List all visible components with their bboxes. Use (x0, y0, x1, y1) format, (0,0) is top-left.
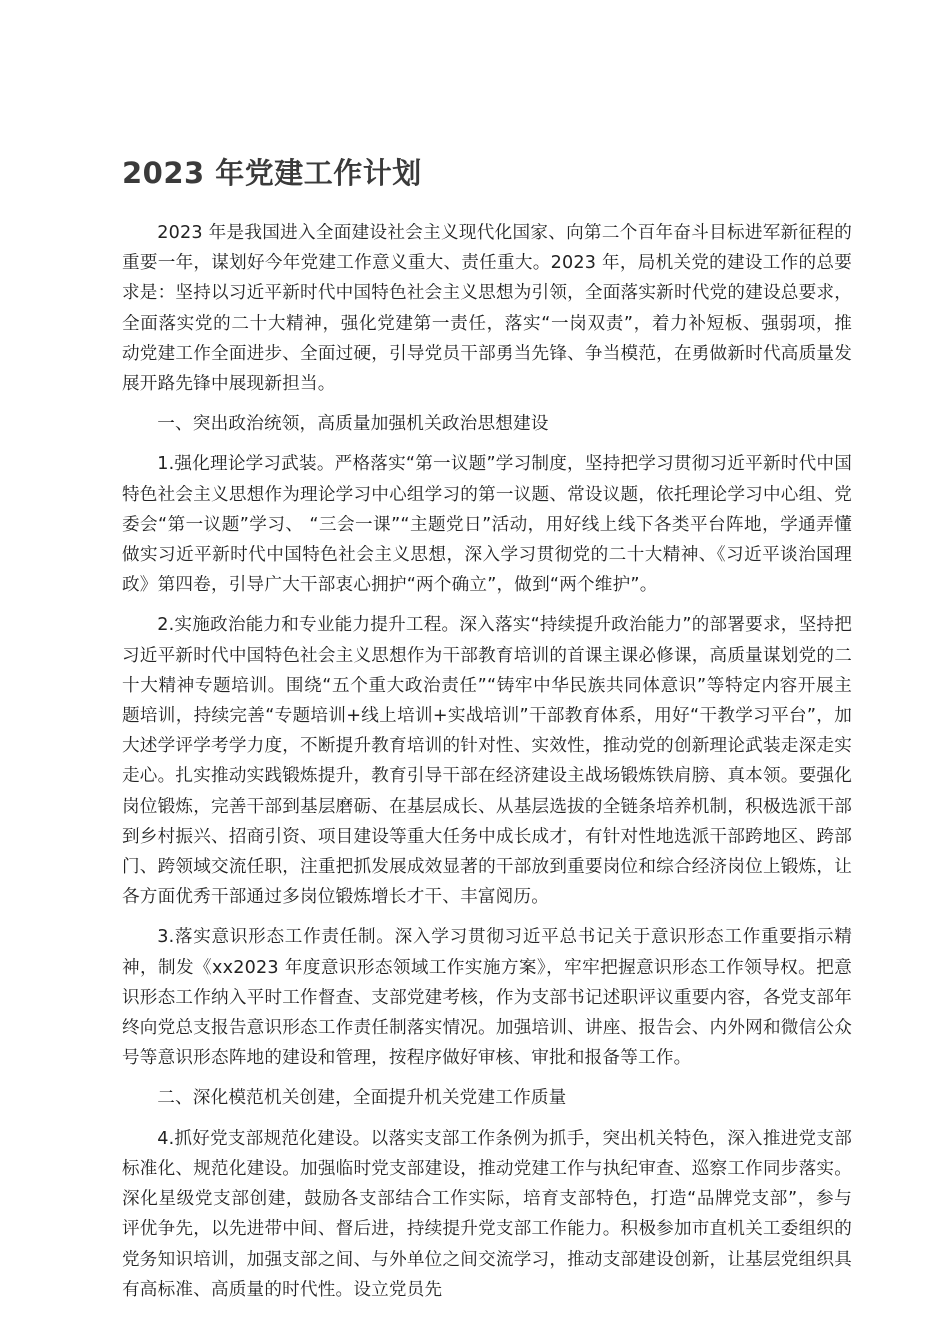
item-1-paragraph: 1.强化理论学习武装。严格落实“第一议题”学习制度，坚持把学习贯彻习近平新时代中国特色社会主义思想作为理论学习中心组学习的第一议题、常设议题，依托理论学习中心组、党委会“第一议题”学习、 “三会一课”“主题党日”活动，用好线上线下各类平台阵地，学通弄懂做实习近平新时代中国特色社会主义思想，深入学习贯彻党的二十大精神、《习近平谈治国理政》第四卷，引导广大干部衷心拥护“两个确立”，做到“两个维护”。 (122, 454, 852, 596)
document-page (122, 150, 852, 1315)
item-3-paragraph: 3.落实意识形态工作责任制。深入学习贯彻习近平总书记关于意识形态工作重要指示精神，制发《xx2023 年度意识形态领域工作实施方案》，牢牢把握意识形态工作领导权。把意识形态工作纳入平时工作督查、支部党建考核，作为支部书记述职评议重要内容，各党支部年终向党总支报告意识形态工作责任制落实情况。加强培训、讲座、报告会、内外网和微信公众号等意识形态阵地的建设和管理，按程序做好审核、审批和报备等工作。 (122, 927, 852, 1069)
intro-paragraph: 2023 年是我国进入全面建设社会主义现代化国家、向第二个百年奋斗目标进军新征程的重要一年，谋划好今年党建工作意义重大、责任重大。2023 年，局机关党的建设工作的总要求是：坚持以习近平新时代中国特色社会主义思想为引领，全面落实新时代党的建设总要求，全面落实党的二十大精神，强化党建第一责任，落实“一岗双责”，着力补短板、强弱项，推动党建工作全面进步、全面过硬，引导党员干部勇当先锋、争当模范，在勇做新时代高质量发展开路先锋中展现新担当。 (122, 223, 852, 395)
section-2-heading: 二、深化模范机关创建，全面提升机关党建工作质量 (157, 1088, 567, 1109)
section-1-heading: 一、突出政治统领，高质量加强机关政治思想建设 (157, 414, 549, 435)
item-2-paragraph: 2.实施政治能力和专业能力提升工程。深入落实“持续提升政治能力”的部署要求，坚持把习近平新时代中国特色社会主义思想作为干部教育培训的首课主课必修课，高质量谋划党的二十大精神专题培训。围绕“五个重大政治责任”“铸牢中华民族共同体意识”等特定内容开展主题培训，持续完善“专题培训+线上培训+实战培训”干部教育体系，用好“干教学习平台”，加大述学评学考学力度，不断提升教育培训的针对性、实效性，推动党的创新理论武装走深走实走心。扎实推动实践锻炼提升，教育引导干部在经济建设主战场锻炼铁肩膀、真本领。要强化岗位锻炼，完善干部到基层磨砺、在基层成长、从基层选拔的全链条培养机制，积极选派干部到乡村振兴、招商引资、项目建设等重大任务中成长成才，有针对性地选派干部跨地区、跨部门、跨领域交流任职，注重把抓发展成效显著的干部放到重要岗位和综合经济岗位上锻炼，让各方面优秀干部通过多岗位锻炼增长才干、丰富阅历。 (122, 615, 852, 908)
document-title: 2023 年党建工作计划 (122, 156, 422, 190)
item-4-paragraph: 4.抓好党支部规范化建设。以落实支部工作条例为抓手，突出机关特色，深入推进党支部标准化、规范化建设。加强临时党支部建设，推动党建工作与执纪审查、巡察工作同步落实。深化星级党支部创建，鼓励各支部结合工作实际，培育支部特色，打造“品牌党支部”，参与评优争先，以先进带中间、督后进，持续提升党支部工作能力。积极参加市直机关工委组织的党务知识培训，加强支部之间、与外单位之间交流学习，推动支部建设创新，让基层党组织具有高标准、高质量的时代性。设立党员先 (122, 1128, 852, 1300)
